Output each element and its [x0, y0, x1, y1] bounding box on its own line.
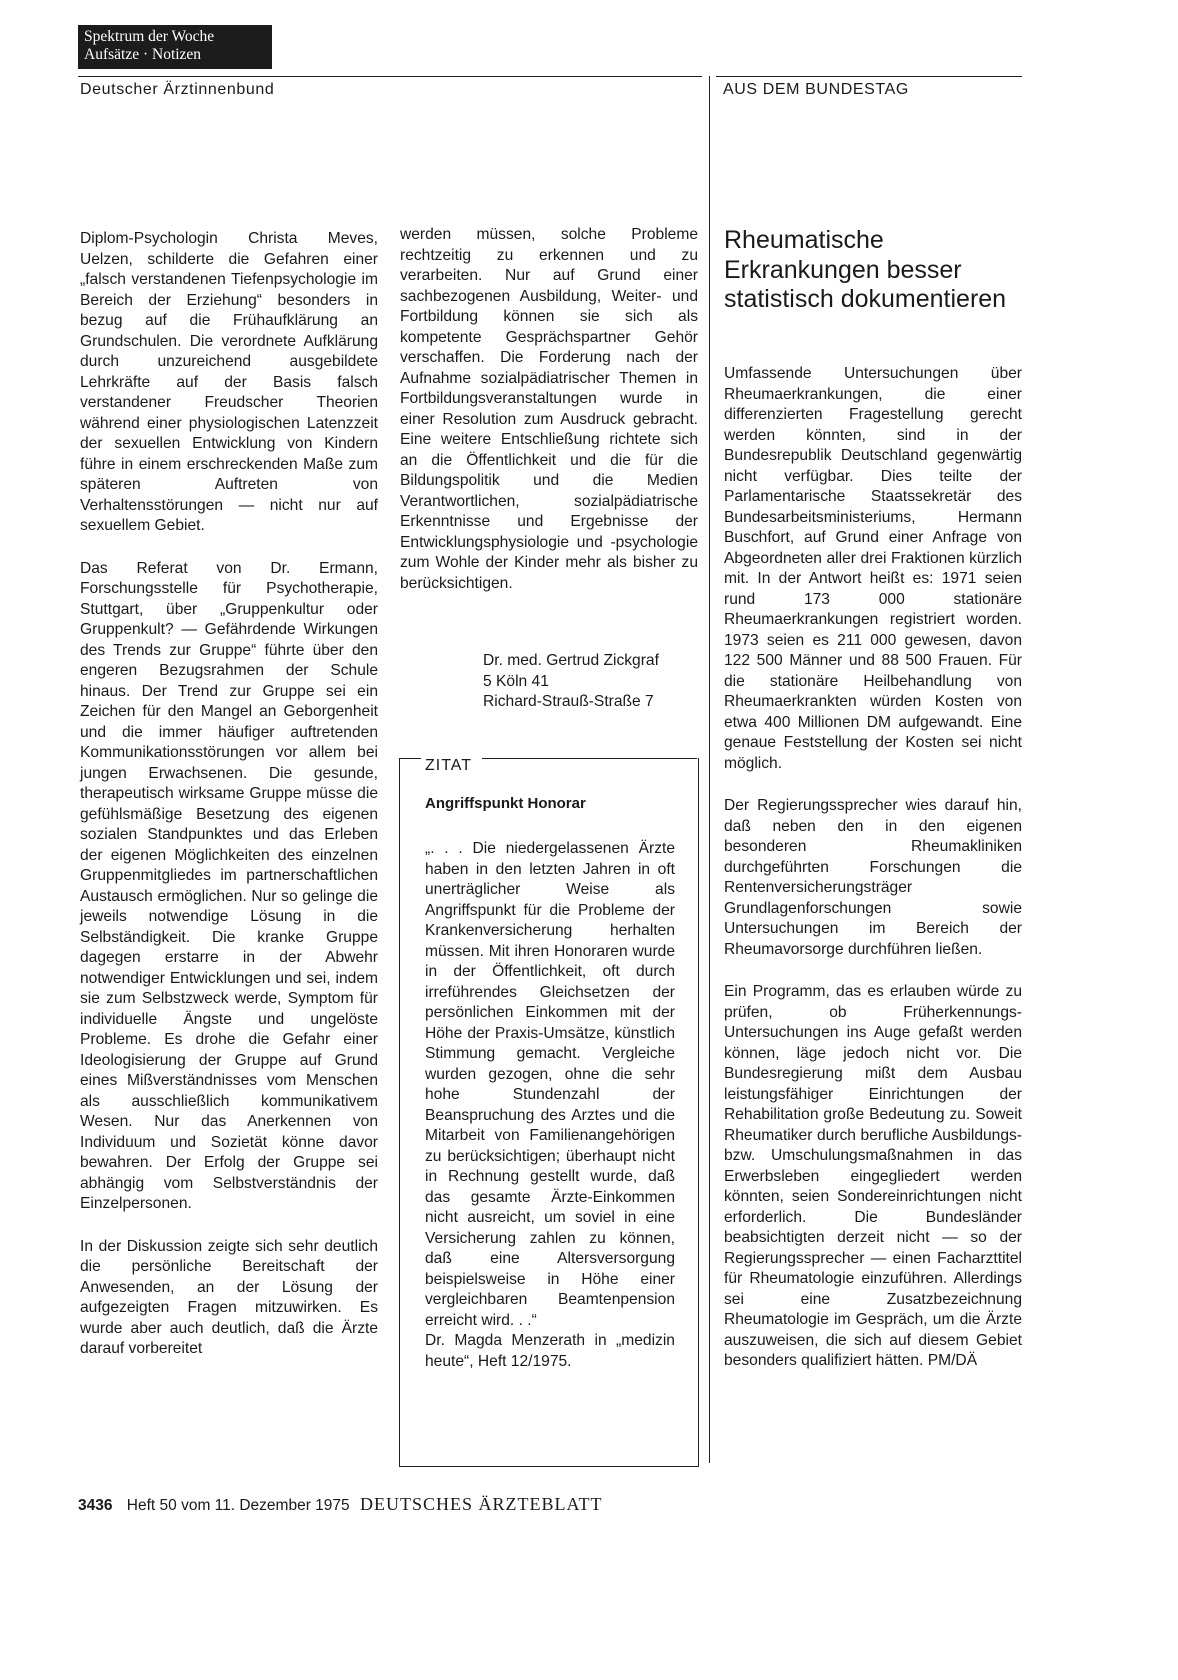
section-label-bundestag: AUS DEM BUNDESTAG	[723, 81, 909, 98]
article-paragraph: Ein Programm, das es erlauben würde zu prüfen, ob Früherkennungs-Untersuchungen ins Auge gefaßt werden können, läge jedoch nicht vor. Die Bundesregierung mißt dem Ausbau leistungsfähiger Einrichtungen der Rehabilitation große Bedeutung zu. Soweit Rheumatiker durch berufliche Ausbildungs- bzw. Umschulungsmaßnahmen in das Erwerbsleben eingegliedert werden könnten, seien Sondereinrichtungen nicht erforderlich. Die Bundesländer beabsichtigten derzeit nicht — so der Regierungssprecher — einen Facharzttitel für Rheumatologie einzuführen. Allerdings sei eine Zusatzbezeichnung Rheumatologie im Gespräch, um die Ärzte auszuweisen, die sich auf diesem Gebiet besonders qualifiziert hätten. PM/DÄ	[724, 983, 1022, 1369]
author-signature	[483, 651, 659, 713]
article-column-1	[80, 229, 378, 1382]
signature-city: 5 Köln 41	[483, 672, 549, 690]
signature-street: Richard-Strauß-Straße 7	[483, 693, 654, 710]
section-label-aerztinnenbund: Deutscher Ärztinnenbund	[80, 81, 275, 98]
article-paragraph: Diplom-Psychologin Christa Meves, Uelzen, schilderte die Gefahren einer „falsch verstandenen Tiefenpsychologie im Bereich der Erziehung“ besonders in bezug auf die Frühaufklärung an Grundschulen. Die verordnete Aufklärung durch unzureichend ausgebildete Lehrkräfte auf der Basis falsch verstandener Freudscher Theorien während einer physiologischen Latenzzeit der sexuellen Entwicklung von Kindern führe in einem erschreckenden Maße zum späteren Auftreten von Verhaltensstörungen — nicht nur auf sexuellem Gebiet.	[80, 230, 378, 534]
article-column-2	[400, 225, 698, 616]
quote-box-label: ZITAT	[425, 757, 473, 774]
page-number: 3436	[78, 1497, 113, 1514]
page-footer	[78, 1494, 602, 1515]
quote-box-top-rule	[482, 758, 697, 759]
top-rule-left	[78, 76, 702, 77]
article-headline: Rheumatische Erkrankungen besser statistisch dokumentieren	[724, 226, 1007, 313]
section-header-box	[78, 25, 272, 69]
top-rule-right	[716, 76, 1022, 77]
quote-title: Angriffspunkt Honorar	[425, 795, 586, 812]
quote-text: „. . . Die niedergelassenen Ärzte haben in den letzten Jahren in oft unerträglicher Weise als Angriffspunkt für die Probleme der Krankenversicherung herhalten müssen. Mit ihren Honoraren wurde in der Öffentlichkeit, oft durch irreführendes Gleichsetzen der persönlichen Einkommen mit der Höhe der Praxis-Umsätze, künstlich Stimmung gemacht. Vergleiche wurden gezogen, ohne die sehr hohe Stundenzahl der Beanspruchung des Arztes und die Mitarbeit von Familienangehörigen zu berücksichtigen; überhaupt nicht in Rechnung gestellt wurde, daß das gesamte Ärzte-Einkommen nicht ausreicht, um soviel in eine Versicherung zahlen zu können, daß eine Altersversorgung beispielsweise in Höhe einer vergleichbaren Beamtenpension erreicht wird. . .“	[425, 840, 675, 1329]
article-column-3	[724, 364, 1022, 1394]
quote-source: Dr. Magda Menzerath in „medizin heute“, Heft 12/1975.	[425, 1332, 675, 1370]
issue-info: Heft 50 vom 11. Dezember 1975	[126, 1497, 350, 1514]
article-paragraph: Das Referat von Dr. Ermann, Forschungsstelle für Psychotherapie, Stuttgart, über „Gruppenkultur oder Gruppenkult? — Gefährdende Wirkungen des Trends zur Gruppe“ führte über den engeren Bezugsrahmen der Schule hinaus. Der Trend zur Gruppe sei ein Zeichen für den Mangel an Geborgenheit und die immer häufiger auftretenden Kommunikationsstörungen vor allem bei jungen Erwachsenen. Die gesunde, therapeutisch wirksame Gruppe müsse die gefühlsmäßige Besetzung des eigenen sozialen Standpunktes und das Erleben der eigenen Möglichkeiten des einzelnen Gruppenmitgliedes im partnerschaftlichen Austausch ermöglichen. Nur so gelinge die jeweils notwendige Lösung in die Selbständigkeit. Die kranke Gruppe dagegen erstarre in der Abwehr notwendiger Entwicklungen und sei, indem sie zum Selbstzweck werde, Symptom für individuelle Ängste und ungelöste Probleme. Es drohe die Gefahr einer Ideologisierung der Gruppe auf Grund eines Mißverständnisses vom Menschen als ausschließlich kommunikativem Wesen. Nur das Anerkennen von Individuum und Sozietät könne davor bewahren. Der Erfolg der Gruppe sei abhängig vom Selbstverständnis der Einzelpersonen.	[80, 559, 378, 1212]
article-paragraph: Umfassende Untersuchungen über Rheumaerkrankungen, die einer differenzierten Fragestellung gerecht werden könnten, sind in der Bundesrepublik Deutschland gegenwärtig nicht verfügbar. Dies teilte der Parlamentarische Staatssekretär des Bundesarbeitsministeriums, Hermann Buschfort, auf Grund einer Anfrage von Abgeordneten aller drei Fraktionen kürzlich mit. In der Antwort heißt es: 1971 seien rund 173 000 stationäre Rheumaerkrankungen registriert worden. 1973 seien es 211 000 gewesen, davon 122 500 Männer und 88 500 Frauen. Für die stationäre Heilbehandlung von Rheumaerkrankten würden Kosten von etwa 400 Millionen DM aufgewandt. Eine genaue Feststellung der Kosten sei nicht möglich.	[724, 365, 1022, 772]
signature-name: Dr. med. Gertrud Zickgraf	[483, 652, 659, 669]
header-line-1: Spektrum der Woche	[84, 28, 215, 45]
article-paragraph: In der Diskussion zeigte sich sehr deutlich die persönliche Bereitschaft der Anwesenden, an der Lösung der aufgezeigten Fragen mitzuwirken. Es wurde aber auch deutlich, daß die Ärzte darauf vorbereitet	[80, 1237, 378, 1357]
quote-body	[425, 839, 675, 1372]
column-divider	[709, 76, 710, 1463]
quote-box-top-rule	[399, 758, 421, 759]
header-line-2: Aufsätze · Notizen	[84, 46, 202, 63]
article-paragraph: werden müssen, solche Probleme rechtzeitig zu erkennen und zu verarbeiten. Nur auf Grund einer sachbezogenen Ausbildung, Weiter- und Fortbildung können sie sich als kompetente Gesprächspartner Gehör verschaffen. Die Forderung nach der Aufnahme sozialpädiatrischer Themen in Fortbildungsveranstaltungen wurde in einer Resolution zum Ausdruck gebracht. Eine weitere Entschließung richtete sich an die Öffentlichkeit und die für die Bildungspolitik und die Medien Verantwortlichen, sozialpädiatrische Erkenntnisse und Ergebnisse der Entwicklungsphysiologie und -psychologie zum Wohle der Kinder mehr als bisher zu berücksichtigen.	[400, 226, 698, 592]
journal-name: DEUTSCHES ÄRZTEBLATT	[359, 1494, 603, 1514]
article-paragraph: Der Regierungssprecher wies darauf hin, daß neben den in den eigenen besonderen Rheumakliniken durchgeführten Forschungen die Rentenversicherungsträger Grundlagenforschungen sowie Untersuchungen im Bereich der Rheumavorsorge durchführen ließen.	[724, 797, 1022, 958]
